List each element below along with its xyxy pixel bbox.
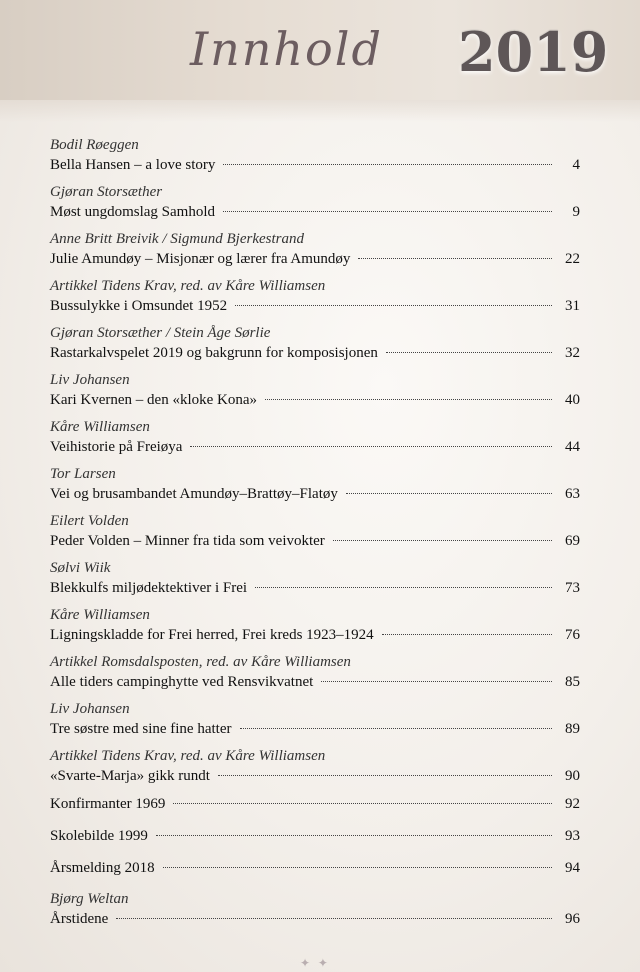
toc-page-number: 94 [565, 860, 580, 876]
dot-leader [190, 446, 552, 447]
toc-title: Alle tiders campinghytte ved Rensvikvatnet [50, 674, 314, 690]
toc-page-number: 96 [565, 911, 580, 927]
toc-entry [50, 858, 580, 878]
dot-leader [223, 211, 552, 212]
toc-entry [50, 371, 580, 410]
toc-author: Liv Johansen [50, 701, 130, 717]
toc-title: Rastarkalvspelet 2019 og bakgrunn for komposisjonen [50, 345, 378, 361]
toc-row [50, 390, 580, 410]
toc-author: Artikkel Tidens Krav, red. av Kåre Williamsen [50, 748, 326, 764]
toc-author: Artikkel Romsdalsposten, red. av Kåre Williamsen [50, 654, 351, 670]
dot-leader [173, 803, 552, 804]
toc-title: Bella Hansen – a love story [50, 157, 216, 173]
toc-author: Bjørg Weltan [50, 891, 129, 907]
ornament-icon: ✦ ✦ [300, 956, 330, 970]
toc-entry [50, 826, 580, 846]
toc-page-number: 40 [565, 392, 580, 408]
toc-page-number: 63 [565, 486, 580, 502]
dot-leader [382, 634, 552, 635]
toc-page-number: 90 [565, 768, 580, 784]
toc-row [50, 826, 580, 846]
toc-entry [50, 183, 580, 222]
toc-entry [50, 230, 580, 269]
toc-row [50, 794, 580, 814]
toc-page-number: 93 [565, 828, 580, 844]
toc-author: Sølvi Wiik [50, 560, 111, 576]
toc-page-number: 92 [565, 796, 580, 812]
toc-row [50, 719, 580, 739]
toc-title: Skolebilde 1999 [50, 828, 148, 844]
toc-title: Konfirmanter 1969 [50, 796, 166, 812]
toc-entry [50, 512, 580, 551]
toc-page-number: 76 [565, 627, 580, 643]
toc-page-number: 44 [565, 439, 580, 455]
toc-entry [50, 559, 580, 598]
toc-entry [50, 890, 580, 929]
toc-entry [50, 418, 580, 457]
toc-page-number: 32 [565, 345, 580, 361]
toc-author: Artikkel Tidens Krav, red. av Kåre Williamsen [50, 278, 326, 294]
toc-row [50, 202, 580, 222]
dot-leader [333, 540, 552, 541]
toc-title: Vei og brusambandet Amundøy–Brattøy–Flatøy [50, 486, 338, 502]
dot-leader [358, 258, 552, 259]
dot-leader [223, 164, 552, 165]
toc-author: Kåre Williamsen [50, 419, 150, 435]
toc-page-number: 31 [565, 298, 580, 314]
toc-row [50, 437, 580, 457]
toc-row [50, 484, 580, 504]
toc-page-number: 89 [565, 721, 580, 737]
toc-entry [50, 465, 580, 504]
dot-leader [163, 867, 552, 868]
toc-row [50, 625, 580, 645]
toc-entry [50, 794, 580, 814]
toc-title: «Svarte-Marja» gikk rundt [50, 768, 210, 784]
toc-title: Møst ungdomslag Samhold [50, 204, 216, 220]
toc-row [50, 578, 580, 598]
toc-title: Julie Amundøy – Misjonær og lærer fra Amundøy [50, 251, 351, 267]
toc-author: Gjøran Storsæther / Stein Åge Sørlie [50, 325, 271, 341]
toc-row [50, 858, 580, 878]
toc-title: Årstidene [50, 911, 109, 927]
year-title: 2019 [458, 20, 609, 84]
table-of-contents [50, 136, 580, 937]
toc-row [50, 343, 580, 363]
toc-author: Anne Britt Breivik / Sigmund Bjerkestrand [50, 231, 304, 247]
toc-author: Liv Johansen [50, 372, 130, 388]
toc-title: Årsmelding 2018 [50, 860, 155, 876]
dot-leader [156, 835, 552, 836]
toc-author: Bodil Røeggen [50, 137, 139, 153]
toc-row [50, 766, 580, 786]
dot-leader [235, 305, 552, 306]
toc-author: Tor Larsen [50, 466, 116, 482]
toc-title: Blekkulfs miljødektektiver i Frei [50, 580, 248, 596]
toc-entry [50, 653, 580, 692]
toc-row [50, 249, 580, 269]
toc-title: Veihistorie på Freiøya [50, 439, 183, 455]
dot-leader [265, 399, 552, 400]
toc-entry [50, 606, 580, 645]
toc-row [50, 672, 580, 692]
dot-leader [321, 681, 552, 682]
dot-leader [218, 775, 552, 776]
dot-leader [386, 352, 552, 353]
page-title: Innhold [190, 22, 383, 76]
toc-entry [50, 700, 580, 739]
toc-title: Kari Kvernen – den «kloke Kona» [50, 392, 258, 408]
dot-leader [240, 728, 553, 729]
toc-author: Gjøran Storsæther [50, 184, 163, 200]
toc-page-number: 69 [565, 533, 580, 549]
toc-title: Ligningskladde for Frei herred, Frei kreds 1923–1924 [50, 627, 374, 643]
toc-row [50, 909, 580, 929]
toc-row [50, 531, 580, 551]
toc-entry [50, 277, 580, 316]
toc-entry [50, 747, 580, 786]
toc-entry [50, 324, 580, 363]
toc-title: Bussulykke i Omsundet 1952 [50, 298, 228, 314]
dot-leader [346, 493, 552, 494]
toc-page-number: 22 [565, 251, 580, 267]
toc-page-number: 9 [572, 204, 580, 220]
toc-row [50, 155, 580, 175]
toc-page-number: 4 [572, 157, 580, 173]
dot-leader [255, 587, 552, 588]
toc-title: Peder Volden – Minner fra tida som veivokter [50, 533, 325, 549]
toc-title: Tre søstre med sine fine hatter [50, 721, 232, 737]
dot-leader [116, 918, 552, 919]
toc-entry [50, 136, 580, 175]
toc-row [50, 296, 580, 316]
toc-page-number: 73 [565, 580, 580, 596]
toc-author: Kåre Williamsen [50, 607, 150, 623]
toc-author: Eilert Volden [50, 513, 129, 529]
toc-page-number: 85 [565, 674, 580, 690]
